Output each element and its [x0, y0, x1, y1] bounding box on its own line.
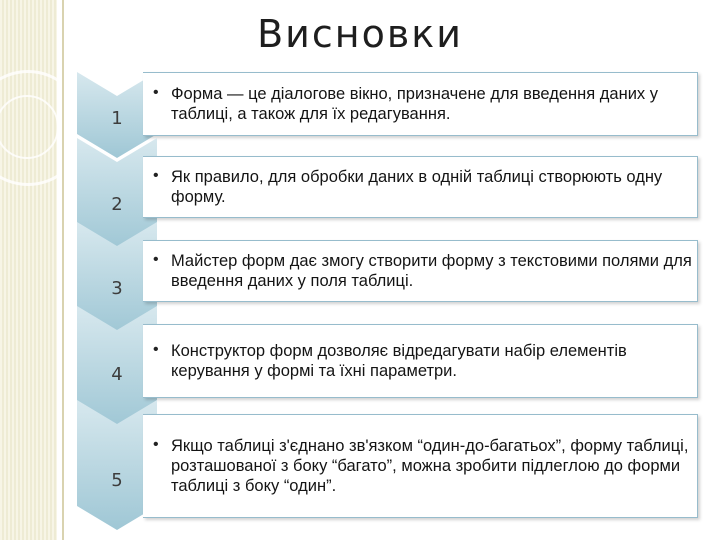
step-number-2: 2 — [111, 194, 123, 215]
step-number-5: 5 — [111, 470, 123, 491]
decorative-rule — [62, 0, 64, 540]
slide-title: Висновки — [257, 12, 463, 56]
bullet: • — [153, 436, 159, 453]
step-box-2 — [143, 156, 698, 218]
step-number-4: 4 — [111, 364, 123, 385]
step-text-4: Конструктор форм дозволяє відредагувати набір елементів керування у формі та їхні параметри. — [171, 342, 627, 380]
bullet: • — [153, 84, 159, 101]
step-number-1: 1 — [111, 108, 123, 129]
step-number-3: 3 — [111, 278, 123, 299]
step-box-4 — [143, 324, 698, 398]
step-text-2: Як правило, для обробки даних в одній таблиці створюють одну форму. — [171, 168, 663, 206]
step-box-1 — [143, 72, 698, 136]
bullet: • — [153, 167, 159, 184]
step-box-5 — [143, 414, 698, 518]
step-text-3: Майстер форм дає змогу створити форму з текстовими полями для введення даних у поля таблиці. — [171, 252, 692, 290]
decorative-side-strip — [0, 0, 57, 540]
step-text-5: Якщо таблиці з'єднано зв'язком “один-до-багатьох”, форму таблиці, розташованої з боку “багато”, можна зробити підлеглою до форми таблиці з боку “один”. — [171, 437, 689, 495]
bullet: • — [153, 251, 159, 268]
step-box-3 — [143, 240, 698, 302]
step-text-1: Форма — це діалогове вікно, призначене для введення даних у таблиці, а також для їх редагування. — [171, 85, 659, 123]
bullet: • — [153, 341, 159, 358]
